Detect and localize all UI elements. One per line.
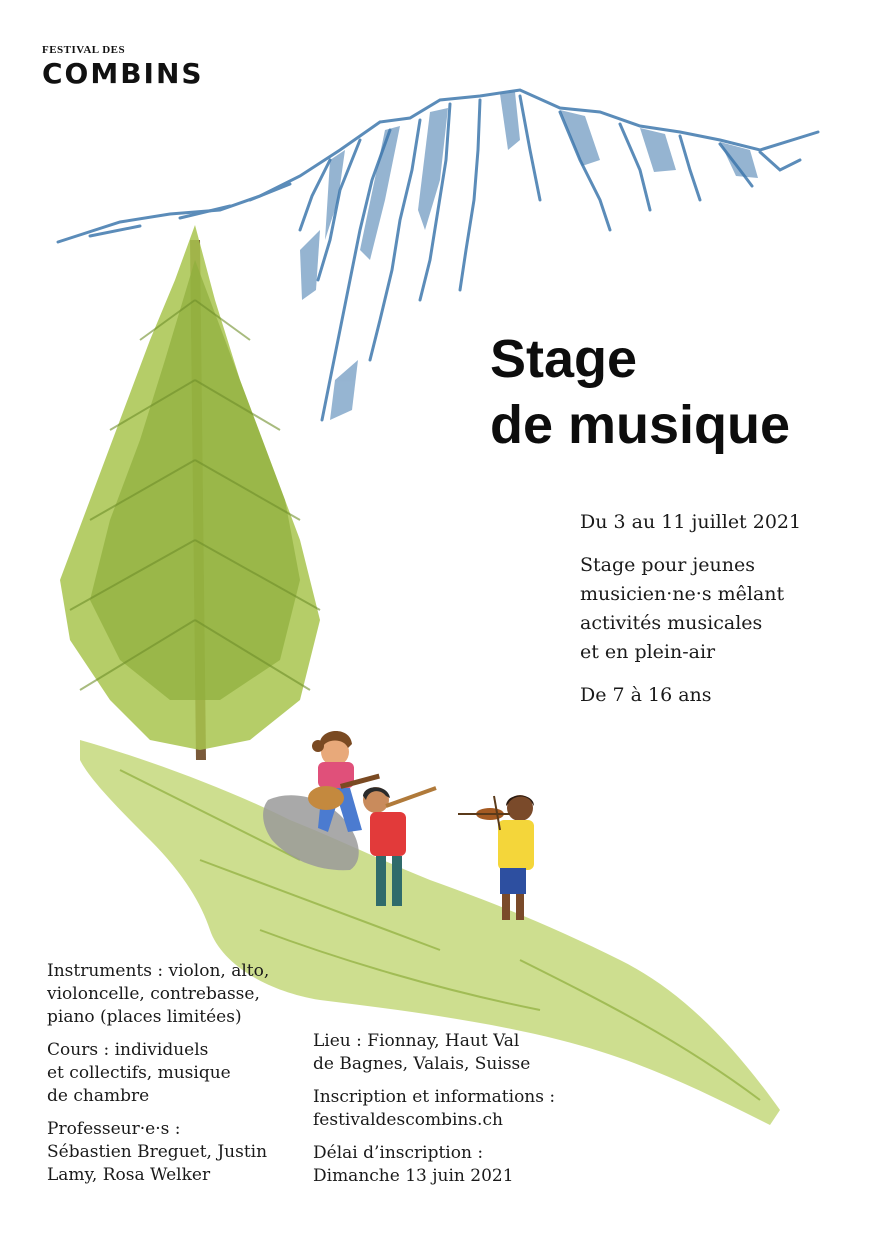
event-dates: Du 3 au 11 juillet 2021 (580, 511, 802, 533)
logo-subtitle: FESTIVAL DES (42, 44, 126, 56)
cours-text: Cours : individuels et collectifs, musique de chambre (47, 1040, 231, 1106)
festival-logo (42, 44, 204, 88)
event-ages: De 7 à 16 ans (580, 684, 712, 706)
event-description: Stage pour jeunes musicien·ne·s mêlant activités musicales et en plein-air (580, 554, 785, 663)
practical-info (313, 1030, 593, 1198)
delai-text: Délai d’inscription : Dimanche 13 juin 2021 (313, 1143, 514, 1186)
inscription-text: Inscription et informations : festivaldescombins.ch (313, 1086, 593, 1132)
professeurs-text: Professeur·e·s : Sébastien Breguet, Justin Lamy, Rosa Welker (47, 1119, 268, 1185)
poster-title (490, 326, 790, 458)
course-info (47, 960, 297, 1197)
website-link[interactable]: festivaldescombins.ch (313, 1110, 503, 1130)
logo-wordmark: COMBINS (42, 57, 204, 90)
instruments-text: Instruments : violon, alto, violoncelle, contrebasse, piano (places limitées) (47, 961, 270, 1027)
title-line-2: de musique (490, 395, 791, 455)
event-details (580, 508, 860, 724)
title-line-1: Stage (490, 329, 638, 389)
lieu-text: Lieu : Fionnay, Haut Val de Bagnes, Valais, Suisse (313, 1031, 531, 1074)
pine-tree (60, 225, 320, 760)
